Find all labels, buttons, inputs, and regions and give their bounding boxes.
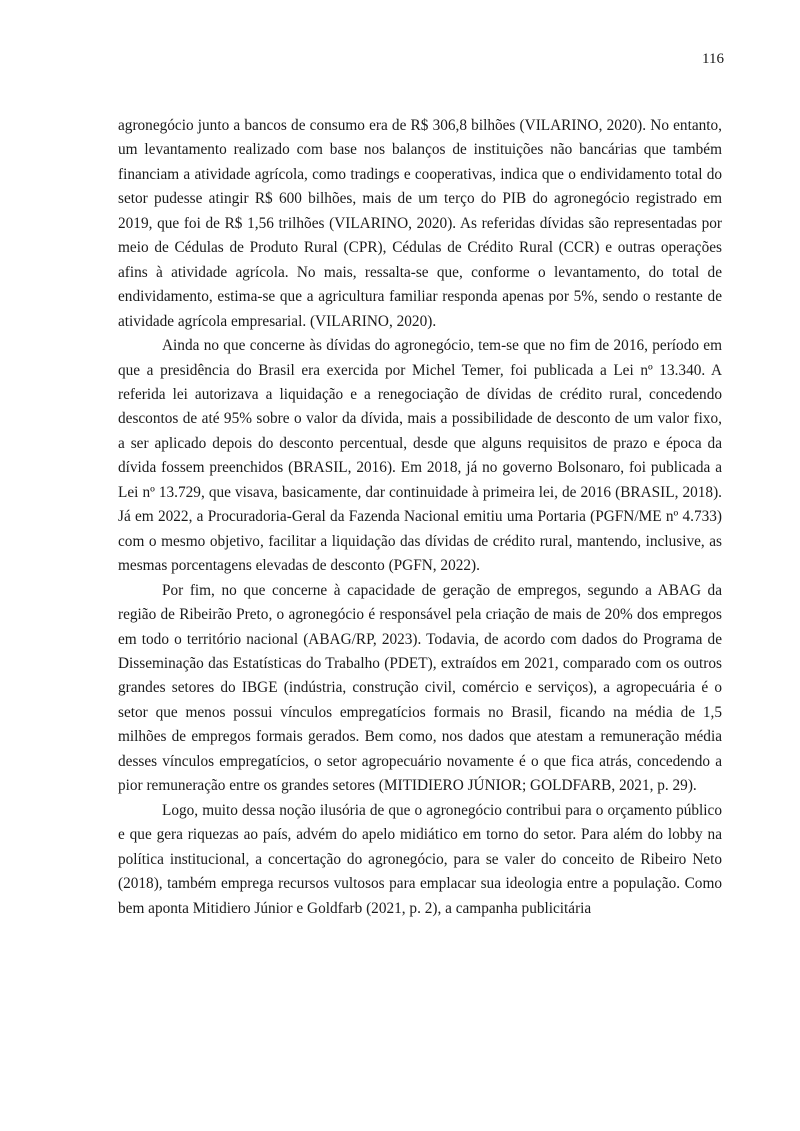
paragraph-employment: Por fim, no que concerne à capacidade de geração de empregos, segundo a ABAG da região de Ribeirão Preto, o agronegócio é responsável pela criação de mais de 20% dos empregos em todo o território nacional (ABAG/RP, 2023). Todavia, de acordo com dados do Programa de Disseminação das Estatísticas do Trabalho (PDET), extraídos em 2021, comparado com os outros grandes setores do IBGE (indústria, construção civil, comércio e serviços), a agropecuária é o setor que menos possui vínculos empregatícios formais no Brasil, ficando na média de 1,5 milhões de empregos formais gerados. Bem como, nos dados que atestam a remuneração média desses vínculos empregatícios, o setor agropecuário novamente é o que fica atrás, concedendo a pior remuneração entre os grandes setores (MITIDIERO JÚNIOR; GOLDFARB, 2021, p. 29). <box>118 581 722 795</box>
page-number: 116 <box>702 51 724 67</box>
document-body <box>118 114 722 921</box>
paragraph-media: Logo, muito dessa noção ilusória de que o agronegócio contribui para o orçamento público e que gera riquezas ao país, advém do apelo midiático em torno do setor. Para além do lobby na política institucional, a concertação do agronegócio, para se valer do conceito de Ribeiro Neto (2018), também emprega recursos vultosos para emplacar sua ideologia entre a população. Como bem aponta Mitidiero Júnior e Goldfarb (2021, p. 2), a campanha publicitária <box>118 801 722 917</box>
paragraph-continued: agronegócio junto a bancos de consumo era de R$ 306,8 bilhões (VILARINO, 2020). No entanto, um levantamento realizado com base nos balanços de instituições não bancárias que também financiam a atividade agrícola, como tradings e cooperativas, indica que o endividamento total do setor pudesse atingir R$ 600 bilhões, mais de um terço do PIB do agronegócio registrado em 2019, que foi de R$ 1,56 trilhões (VILARINO, 2020). As referidas dívidas são representadas por meio de Cédulas de Produto Rural (CPR), Cédulas de Crédito Rural (CCR) e outras operações afins à atividade agrícola. No mais, ressalta-se que, conforme o levantamento, do total de endividamento, estima-se que a agricultura familiar responda apenas por 5%, sendo o restante de atividade agrícola empresarial. (VILARINO, 2020). <box>118 117 722 330</box>
paragraph-debts: Ainda no que concerne às dívidas do agronegócio, tem-se que no fim de 2016, período em que a presidência do Brasil era exercida por Michel Temer, foi publicada a Lei nº 13.340. A referida lei autorizava a liquidação e a renegociação de dívidas de crédito rural, concedendo descontos de até 95% sobre o valor da dívida, mais a possibilidade de desconto de um valor fixo, a ser aplicado depois do desconto percentual, desde que alguns requisitos de prazo e época da dívida fossem preenchidos (BRASIL, 2016). Em 2018, já no governo Bolsonaro, foi publicada a Lei nº 13.729, que visava, basicamente, dar continuidade à primeira lei, de 2016 (BRASIL, 2018). Já em 2022, a Procuradoria-Geral da Fazenda Nacional emitiu uma Portaria (PGFN/ME nº 4.733) com o mesmo objetivo, facilitar a liquidação das dívidas de crédito rural, mantendo, inclusive, as mesmas porcentagens elevadas de desconto (PGFN, 2022). <box>118 337 722 575</box>
